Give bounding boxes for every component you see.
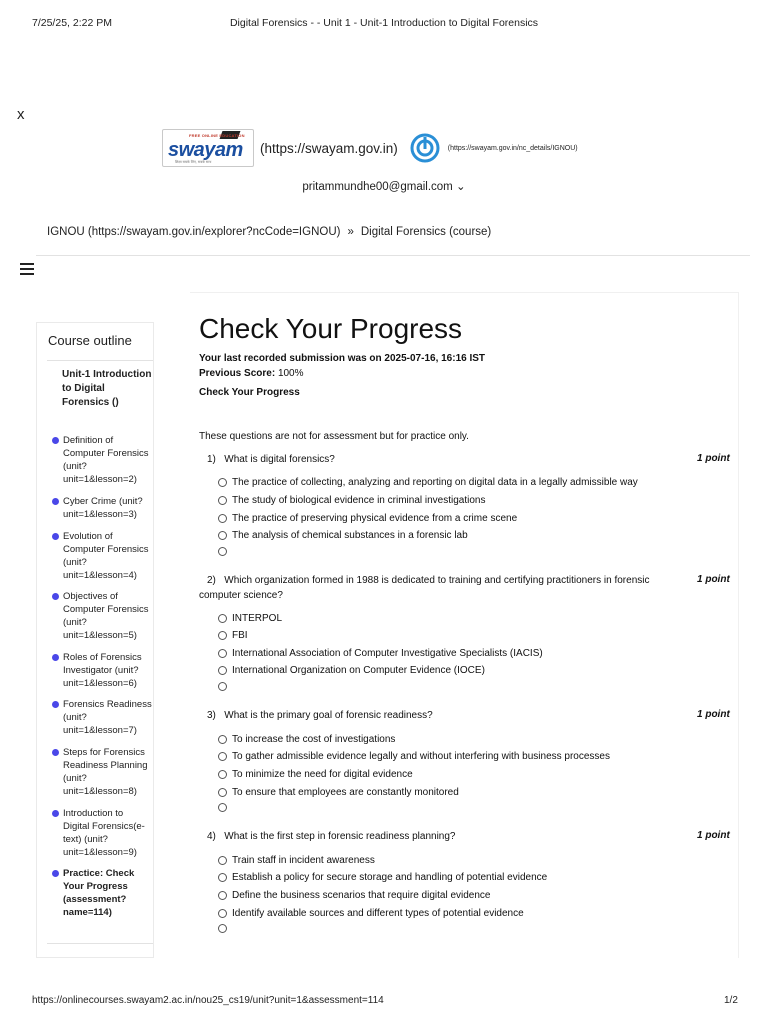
print-title: Digital Forensics - - Unit 1 - Unit-1 Introduction to Digital Forensics [229,17,539,29]
answer-option[interactable] [218,787,459,798]
logo-subtitle: शिक्षा सबके लिए, सबके साथ [175,160,212,164]
radio-button[interactable] [218,531,227,540]
option-label: Establish a policy for secure storage and handling of potential evidence [232,872,548,883]
option-label: International Association of Computer Investigative Specialists (IACIS) [232,648,543,659]
question-number: 3) [207,710,216,721]
radio-button[interactable] [218,735,227,744]
radio-button[interactable] [218,873,227,882]
radio-button[interactable] [218,752,227,761]
content-divider [738,292,739,958]
question-points: 1 point [697,574,730,585]
lesson-label: Definition of Computer Forensics (unit?unit=1&lesson=2) [63,435,149,485]
lesson-label: Forensics Readiness (unit?unit=1&lesson=7) [63,699,152,736]
sidebar-lesson[interactable] [52,746,152,798]
answer-option[interactable] [218,513,517,524]
question-prompt: What is digital forensics? [224,454,335,465]
question-prompt: What is the first step in forensic readiness planning? [224,831,456,842]
course-outline-sidebar [36,322,154,958]
bullet-icon [52,749,59,756]
sidebar-lesson-active[interactable] [52,867,152,919]
question-text [199,708,679,723]
question-prompt: What is the primary goal of forensic readiness? [224,710,433,721]
radio-button[interactable] [218,682,227,691]
page-title: Check Your Progress [199,313,463,344]
answer-option[interactable] [218,495,485,506]
bullet-icon [52,654,59,661]
question-number: 2) [207,575,216,586]
user-menu[interactable] [0,179,768,193]
question-points: 1 point [697,453,730,464]
ignou-logo-icon[interactable] [410,133,440,163]
sidebar-lesson[interactable] [52,651,152,690]
radio-button[interactable] [218,891,227,900]
sidebar-divider [47,943,153,944]
print-page-number: 1/2 [724,995,738,1006]
radio-button[interactable] [218,631,227,640]
lesson-label: Objectives of Computer Forensics (unit?unit=1&lesson=5) [63,591,149,641]
question-text [199,452,679,467]
option-label: To ensure that employees are constantly monitored [232,787,459,798]
radio-button[interactable] [218,788,227,797]
option-label: The analysis of chemical substances in a forensic lab [232,530,468,541]
swayam-logo[interactable] [162,129,254,167]
answer-option[interactable] [218,890,491,901]
user-email: pritammundhe00@gmail.com [302,181,453,193]
logo-tagline: FREE ONLINE EDUCATION [189,133,245,138]
answer-option[interactable] [218,769,413,780]
answer-option[interactable] [218,630,248,641]
answer-option[interactable] [218,803,232,812]
radio-button[interactable] [218,478,227,487]
radio-button[interactable] [218,614,227,623]
radio-button[interactable] [218,649,227,658]
previous-score-label: Previous Score: [199,368,276,379]
sidebar-title: Course outline [48,333,132,348]
answer-option[interactable] [218,855,375,866]
option-label: The practice of preserving physical evidence from a crime scene [232,513,518,524]
question-number: 1) [207,454,216,465]
question-text [199,573,679,603]
bullet-icon [52,593,59,600]
unit-title[interactable]: Unit-1 Introduction to Digital Forensics () [62,369,152,408]
option-label: FBI [232,630,248,641]
radio-button[interactable] [218,909,227,918]
sidebar-divider [47,360,153,361]
answer-option[interactable] [218,477,638,488]
radio-button[interactable] [218,514,227,523]
option-label: To minimize the need for digital evidence [232,769,413,780]
lesson-label: Evolution of Computer Forensics (unit?unit=1&lesson=4) [63,531,149,581]
sidebar-lesson[interactable] [52,590,152,642]
content-divider [190,292,738,293]
previous-score-value: 100% [277,368,304,379]
breadcrumb [47,226,491,238]
bullet-icon [52,437,59,444]
question-text [199,829,679,844]
breadcrumb-separator: » [347,226,354,238]
answer-option[interactable] [218,547,232,556]
menu-icon[interactable] [20,263,34,275]
option-label: Train staff in incident awareness [232,855,375,866]
lesson-label: Cyber Crime (unit?unit=1&lesson=3) [63,496,143,520]
lesson-label: Roles of Forensics Investigator (unit?unit=1&lesson=6) [63,652,142,689]
bullet-icon [52,533,59,540]
sidebar-lesson[interactable] [52,698,152,737]
radio-button[interactable] [218,856,227,865]
logo-word: swayam [168,139,243,161]
bullet-icon [52,701,59,708]
radio-button[interactable] [218,924,227,933]
lesson-label: Introduction to Digital Forensics(e-text) (unit?unit=1&lesson=9) [63,808,145,858]
option-label: INTERPOL [232,613,283,624]
sidebar-lesson[interactable] [52,807,152,859]
question-points: 1 point [697,830,730,841]
lesson-label: Practice: Check Your Progress (assessment?name=114) [63,868,135,918]
radio-button[interactable] [218,547,227,556]
intro-text: These questions are not for assessment but for practice only. [199,431,469,442]
close-button[interactable]: x [17,106,25,123]
answer-option[interactable] [218,682,232,691]
question-number: 4) [207,831,216,842]
question-points: 1 point [697,709,730,720]
sidebar-lesson[interactable] [52,495,152,521]
sidebar-lesson[interactable] [52,434,152,486]
ignou-link[interactable]: (https://swayam.gov.in/nc_details/IGNOU) [447,144,578,152]
section-subtitle: Check Your Progress [199,387,300,398]
answer-option[interactable] [218,751,610,762]
swayam-link[interactable]: (https://swayam.gov.in) [260,140,398,156]
bullet-icon [52,870,59,877]
bullet-icon [52,810,59,817]
answer-option[interactable] [218,872,547,883]
answer-option[interactable] [218,908,524,919]
radio-button[interactable] [218,666,227,675]
option-label: The practice of collecting, analyzing and reporting on digital data in a legally admissible way [232,477,638,488]
brand-row [162,126,622,170]
submission-info: Your last recorded submission was on 2025-07-16, 16:16 IST [199,353,486,364]
answer-option[interactable] [218,530,468,541]
answer-option[interactable] [218,613,282,624]
option-label: Identify available sources and different types of potential evidence [232,908,524,919]
print-datetime: 7/25/25, 2:22 PM [32,17,112,29]
header-divider [36,255,750,256]
option-label: The study of biological evidence in criminal investigations [232,495,486,506]
print-footer-url: https://onlinecourses.swayam2.ac.in/nou25_cs19/unit?unit=1&assessment=114 [32,995,384,1006]
radio-button[interactable] [218,770,227,779]
breadcrumb-current[interactable]: Digital Forensics (course) [360,226,492,238]
lesson-label: Steps for Forensics Readiness Planning (unit?unit=1&lesson=8) [63,747,148,797]
bullet-icon [52,498,59,505]
radio-button[interactable] [218,803,227,812]
radio-button[interactable] [218,496,227,505]
answer-option[interactable] [218,648,543,659]
option-label: To increase the cost of investigations [232,734,396,745]
option-label: International Organization on Computer Evidence (IOCE) [232,665,485,676]
option-label: Define the business scenarios that require digital evidence [232,890,491,901]
breadcrumb-parent[interactable]: IGNOU (https://swayam.gov.in/explorer?ncCode=IGNOU) [47,226,341,238]
chevron-down-icon: ⌄ [455,181,466,193]
answer-option[interactable] [218,734,395,745]
option-label: To gather admissible evidence legally and without interfering with business processes [232,751,610,762]
question-prompt: Which organization formed in 1988 is dedicated to training and certifying practitioners in forensic computer science? [199,575,650,601]
answer-option[interactable] [218,924,232,933]
sidebar-lesson[interactable] [52,530,152,582]
answer-option[interactable] [218,665,485,676]
previous-score [199,368,304,379]
